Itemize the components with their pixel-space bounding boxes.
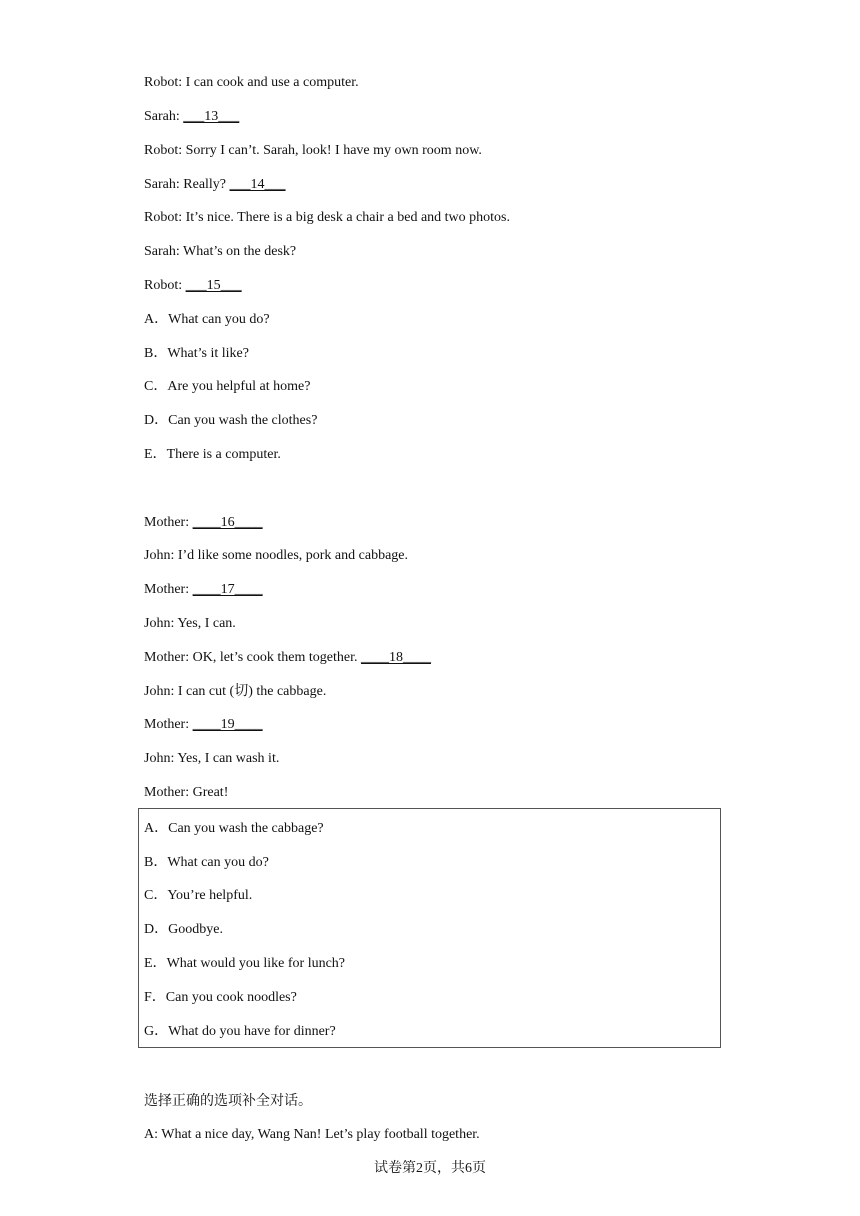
option-c — [144, 887, 252, 905]
option-c — [144, 378, 310, 396]
option-text: What can you do? — [167, 855, 269, 870]
option-text: What can you do? — [168, 312, 270, 327]
option-b — [144, 854, 269, 872]
option-a — [144, 820, 324, 838]
option-label: E． — [144, 447, 167, 462]
dialogue-line — [144, 581, 263, 599]
speaker: Robot: — [144, 143, 186, 158]
option-text: You’re helpful. — [167, 888, 253, 903]
option-d — [144, 921, 223, 939]
option-text: Can you cook noodles? — [165, 990, 297, 1005]
line-text: Yes, I can. — [177, 616, 236, 631]
option-e — [144, 446, 281, 464]
speaker: John: — [144, 684, 178, 699]
speaker: Robot: — [144, 278, 186, 293]
dialogue-line — [144, 142, 482, 160]
answer-blank-15: ___15___ — [185, 278, 242, 293]
options-box — [138, 808, 721, 1048]
dialogue-line — [144, 716, 263, 734]
option-label: E． — [144, 956, 167, 971]
dialogue-line — [144, 750, 279, 768]
dialogue-line — [144, 784, 228, 802]
option-label: F． — [144, 990, 166, 1005]
option-text: What’s it like? — [167, 346, 249, 361]
speaker: Sarah: — [144, 244, 184, 259]
option-label: A． — [144, 821, 169, 836]
dialogue-line — [144, 243, 296, 261]
answer-blank-14: ___14___ — [229, 177, 286, 192]
speaker: Sarah: — [144, 109, 184, 124]
option-label: C． — [144, 379, 168, 394]
speaker: Mother: — [144, 717, 193, 732]
dialogue-line — [144, 74, 359, 92]
option-label: D． — [144, 922, 169, 937]
option-label: B． — [144, 346, 168, 361]
dialogue-line — [144, 277, 242, 295]
option-text: There is a computer. — [166, 447, 281, 462]
dialogue-line — [144, 615, 236, 633]
speaker: John: — [144, 751, 178, 766]
speaker: Mother: — [144, 785, 193, 800]
option-label: A． — [144, 312, 169, 327]
dialogue-line — [144, 649, 431, 667]
line-text: I can cut (切) the cabbage. — [177, 684, 327, 699]
option-label: C． — [144, 888, 168, 903]
speaker: Mother: — [144, 582, 193, 597]
option-text: What do you have for dinner? — [168, 1024, 336, 1039]
answer-blank-17: ____17____ — [192, 582, 263, 597]
dialogue-line — [144, 108, 239, 126]
section-instruction: 选择正确的选项补全对话。 — [144, 1094, 312, 1109]
option-f — [144, 989, 297, 1007]
line-text: Yes, I can wash it. — [177, 751, 280, 766]
speaker: Mother: — [144, 515, 193, 530]
speaker: Mother: — [144, 650, 193, 665]
option-label: G． — [144, 1024, 169, 1039]
line-text: Sorry I can’t. Sarah, look! I have my own room now. — [185, 143, 482, 158]
line-text: I can cook and use a computer. — [185, 75, 359, 90]
option-text: Are you helpful at home? — [167, 379, 311, 394]
speaker: Robot: — [144, 210, 186, 225]
option-a — [144, 311, 270, 329]
option-label: D． — [144, 413, 169, 428]
answer-blank-18: ____18____ — [360, 650, 431, 665]
line-text: I’d like some noodles, pork and cabbage. — [177, 548, 408, 563]
line-text: Really? — [183, 177, 230, 192]
dialogue-line — [144, 514, 263, 532]
dialogue-line — [144, 547, 408, 565]
speaker: John: — [144, 616, 178, 631]
speaker: John: — [144, 548, 178, 563]
answer-blank-16: ____16____ — [192, 515, 263, 530]
dialogue-line — [144, 683, 326, 701]
dialogue-line: A: What a nice day, Wang Nan! Let’s play football together. — [144, 1127, 480, 1142]
option-e — [144, 955, 345, 973]
page-footer: 试卷第2页，共6页 — [374, 1161, 486, 1176]
dialogue-line — [144, 209, 510, 227]
line-text: OK, let’s cook them together. — [192, 650, 361, 665]
option-text: Goodbye. — [168, 922, 223, 937]
line-text: What’s on the desk? — [183, 244, 297, 259]
option-label: B． — [144, 855, 168, 870]
answer-blank-19: ____19____ — [192, 717, 263, 732]
option-d — [144, 412, 317, 430]
line-text: It’s nice. There is a big desk a chair a bed and two photos. — [185, 210, 510, 225]
speaker: Robot: — [144, 75, 186, 90]
speaker: Sarah: — [144, 177, 184, 192]
option-text: Can you wash the cabbage? — [168, 821, 324, 836]
option-text: What would you like for lunch? — [166, 956, 346, 971]
option-b — [144, 345, 249, 363]
line-text: Great! — [192, 785, 229, 800]
option-g — [144, 1023, 336, 1041]
option-text: Can you wash the clothes? — [168, 413, 318, 428]
answer-blank-13: ___13___ — [183, 109, 240, 124]
dialogue-line — [144, 176, 286, 194]
